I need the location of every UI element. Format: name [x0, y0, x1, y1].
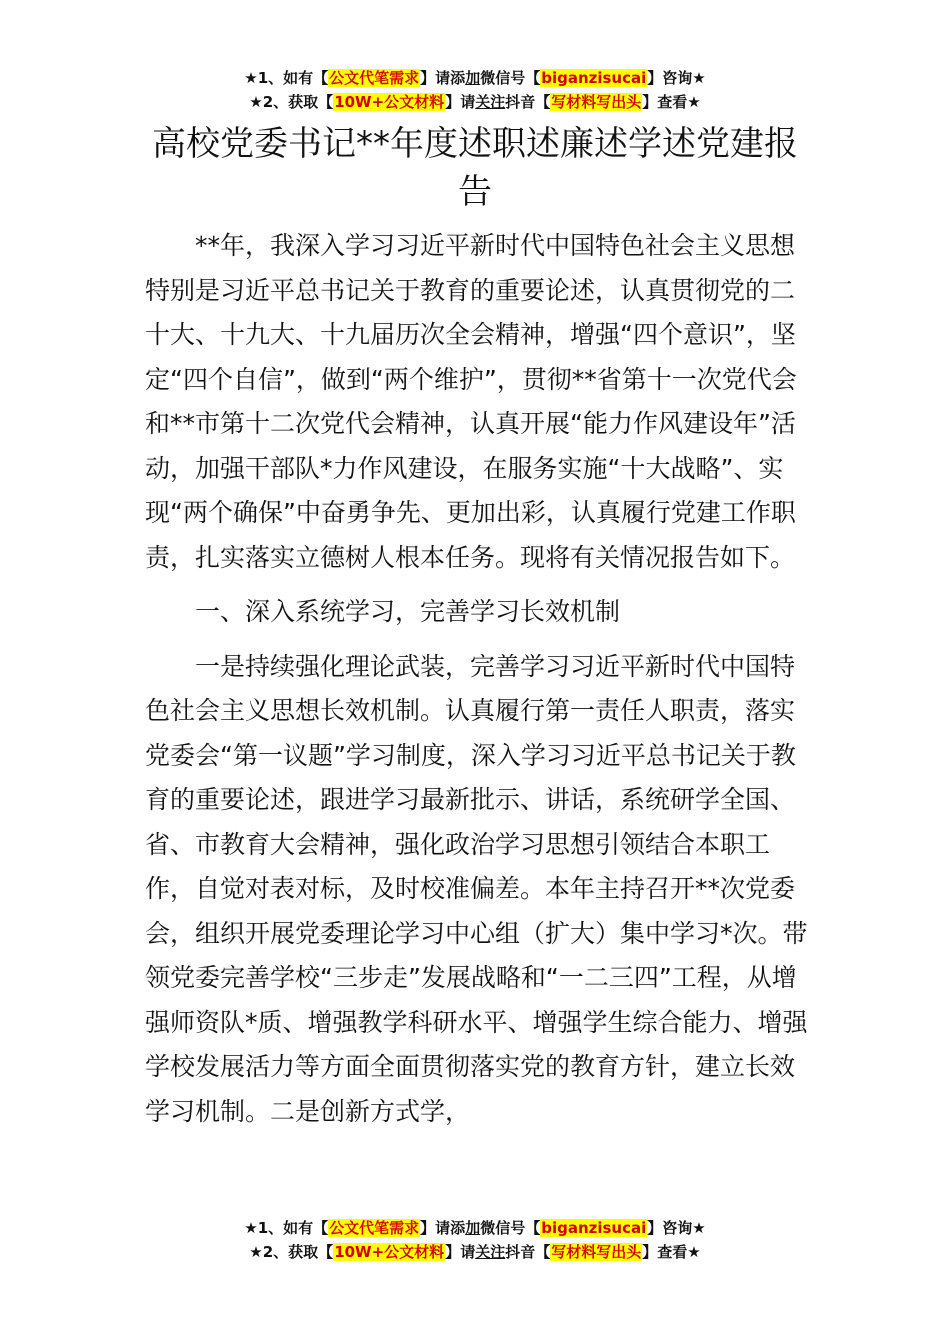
banner-text: 】查看★	[642, 1243, 701, 1261]
banner-text: 1、如有【	[257, 69, 329, 87]
highlight-douyin-id: 写材料写出头	[551, 1243, 642, 1261]
banner-text: 抖音【	[505, 1243, 551, 1261]
banner-line-1	[0, 1216, 950, 1240]
banner-underlined-text: 关注	[475, 93, 506, 111]
banner-line-2	[0, 1240, 950, 1264]
banner-text: 2、获取【	[262, 1243, 334, 1261]
banner-text: 1、如有【	[257, 1219, 329, 1237]
banner-text: 】查看★	[642, 93, 701, 111]
banner-underlined-text: 关注	[475, 1243, 506, 1261]
star-icon: ★	[249, 1243, 263, 1261]
banner-text: 】请添	[420, 69, 466, 87]
header-banner	[0, 66, 950, 114]
banner-underlined-text: 加	[465, 1219, 481, 1237]
highlight-wechat-id: biganzisucai	[541, 1219, 647, 1237]
document-body	[145, 224, 810, 1134]
banner-text: 微信号【	[480, 1219, 541, 1237]
banner-text: 】咨询★	[647, 69, 706, 87]
banner-text: 】请	[445, 93, 476, 111]
banner-line-2	[0, 90, 950, 114]
banner-text: 微信号【	[480, 69, 541, 87]
highlight-materials: 10W+公文材料	[334, 1243, 445, 1261]
banner-text: 2、获取【	[262, 93, 334, 111]
banner-text: 】请添	[420, 1219, 466, 1237]
star-icon: ★	[244, 69, 258, 87]
banner-text: 抖音【	[505, 93, 551, 111]
star-icon: ★	[249, 93, 263, 111]
paragraph-intro: **年，我深入学习习近平新时代中国特色社会主义思想特别是习近平总书记关于教育的重要论述，认真贯彻党的二十大、十九大、十九届历次全会精神，增强“四个意识”，坚定“四个自信”，做到“两个维护”，贯彻**省第十一次党代会和**市第十二次党代会精神，认真开展“能力作风建设年”活动，加强干部队*力作风建设，在服务实施“十大战略”、实现“两个确保”中奋勇争先、更加出彩，认真履行党建工作职责，扎实落实立德树人根本任务。现将有关情况报告如下。	[145, 231, 797, 572]
highlight-service: 公文代笔需求	[329, 1219, 420, 1237]
highlight-douyin-id: 写材料写出头	[551, 93, 642, 111]
footer-banner	[0, 1216, 950, 1264]
banner-line-1	[0, 66, 950, 90]
highlight-service: 公文代笔需求	[329, 69, 420, 87]
star-icon: ★	[244, 1219, 258, 1237]
banner-text: 】请	[445, 1243, 476, 1261]
banner-underlined-text: 加	[465, 69, 481, 87]
document-title: 高校党委书记**年度述职述廉述学述党建报告	[152, 124, 798, 212]
banner-text: 】咨询★	[647, 1219, 706, 1237]
highlight-wechat-id: biganzisucai	[541, 69, 647, 87]
section-heading: 一、深入系统学习，完善学习长效机制	[195, 597, 621, 626]
highlight-materials: 10W+公文材料	[334, 93, 445, 111]
paragraph-study: 一是持续强化理论武装，完善学习习近平新时代中国特色社会主义思想长效机制。认真履行第一责任人职责，落实党委会“第一议题”学习制度，深入学习习近平总书记关于教育的重要论述，跟进学习最新批示、讲话，系统研学全国、省、市教育大会精神，强化政治学习思想引领结合本职工作，自觉对表对标，及时校准偏差。本年主持召开**次党委会，组织开展党委理论学习中心组（扩大）集中学习*次。带领党委完善学校“三步走”发展战略和“一二三四”工程，从增强师资队*质、增强教学科研水平、增强学生综合能力、增强学校发展活力等方面全面贯彻落实党的教育方针，建立长效学习机制。二是创新方式学，	[145, 651, 808, 1126]
